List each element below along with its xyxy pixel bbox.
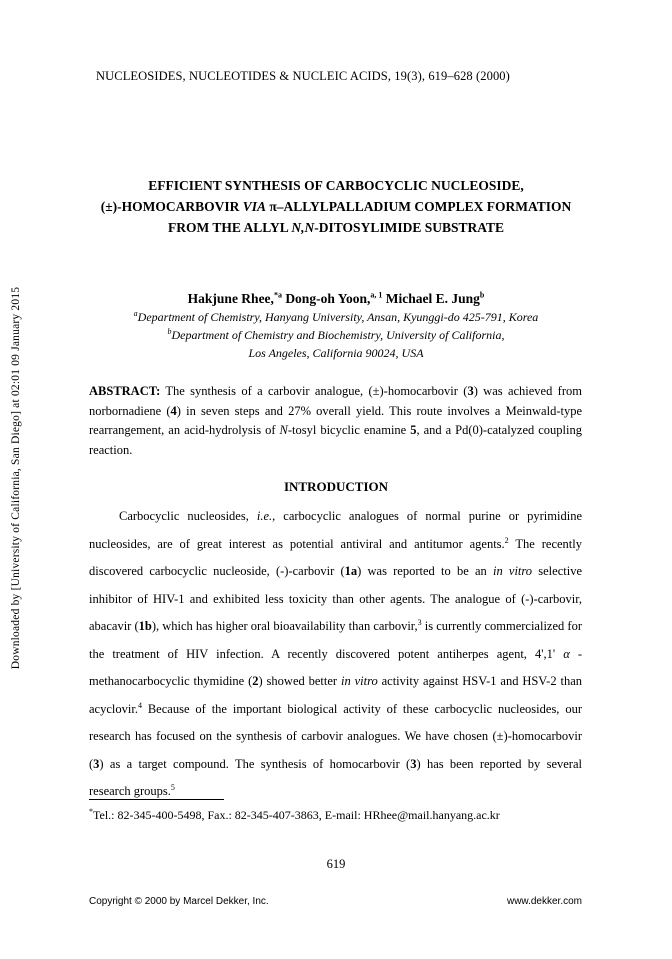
author-1: Hakjune Rhee, — [187, 291, 274, 306]
section-heading-introduction: INTRODUCTION — [283, 479, 388, 494]
footnote-divider — [89, 799, 224, 800]
abstract-label: ABSTRACT: — [89, 384, 161, 398]
introduction-paragraph: Carbocyclic nucleosides, i.e., carbocyclic analogues of normal purine or pyrimidine nucleosides, are of great interest as potential antiviral and antitumor agents.$^2$ The recently discovered carbocyclic nucleoside, (-)-carbovir (1a) was reported to be an in vitro selective inhibitor of HIV-1 and exhibited less toxicity than other agents. The analogue of (-)-carbovir, abacavir (1b), which has higher oral bioavailability than carbovir,$^3$ is currently commercialized for the treatment of HIV infection. A recently discovered potent antiherpes agent, 4',1' α -methanocarbocyclic thymidine (2) showed better in vitro activity against HSV-1 and HSV-2 than acyclovir.$^4$ Because of the important biological activity of these carbocyclic nucleosides, our research has focused on the synthesis of carbovir analogues. We have chosen (±)-homocarbovir (3) as a target compound. The synthesis of homocarbovir (3) has been reported by several research groups.$^5$ — [89, 509, 582, 798]
affiliation-b: $^b$Department of Chemistry and Biochemistry, University of California, — [167, 327, 505, 342]
publisher-url: www.dekker.com — [506, 896, 582, 907]
affiliation-a: $^a$Department of Chemistry, Hanyang University, Ansan, Kyunggi-do 425-791, Korea — [133, 309, 539, 324]
abstract: ABSTRACT: The synthesis of a carbovir analogue, (±)-homocarbovir (3) was achieved from norbornadiene (4) in seven steps and 27% overall yield. This route involves a Meinwald-type rearrangement, an acid-hydrolysis of N-tosyl bicyclic enamine 5, and a Pd(0)-catalyzed coupling reaction. — [89, 384, 583, 457]
title-line-1: EFFICIENT SYNTHESIS OF CARBOCYCLIC NUCLEOSIDE, — [148, 178, 524, 193]
affiliations — [60, 308, 612, 362]
title-line-3: FROM THE ALLYL N,N-DITOSYLIMIDE SUBSTRATE — [168, 220, 504, 235]
title-line-2: (±)-HOMOCARBOVIR VIA π–ALLYLPALLADIUM COMPLEX FORMATION — [100, 199, 572, 214]
copyright-notice: Copyright © 2000 by Marcel Dekker, Inc. — [89, 896, 269, 907]
page-number: 619 — [326, 857, 346, 871]
journal-header: NUCLEOSIDES, NUCLEOTIDES & NUCLEIC ACIDS, 19(3), 619–628 (2000) — [96, 69, 510, 83]
footnote-contact: Tel.: 82-345-400-5498, Fax.: 82-345-407-3863, E-mail: HRhee@mail.hanyang.ac.kr — [93, 808, 500, 822]
author-2: Dong-oh Yoon, — [281, 291, 371, 306]
author-3: Michael E. Jung — [382, 291, 480, 306]
footnote: *Tel.: 82-345-400-5498, Fax.: 82-345-407-3863, E-mail: HRhee@mail.hanyang.ac.kr — [89, 807, 500, 822]
author-list: Hakjune Rhee,$^{*a}$ Dong-oh Yoon,$^{a, 1}$ Michael E. Jung$^b$ — [187, 290, 485, 306]
affiliation-b-line-2: Los Angeles, California 90024, USA — [248, 346, 424, 360]
download-note: Downloaded by [University of California, San Diego] at 02:01 09 January 2015 — [10, 286, 22, 670]
paper-title — [60, 175, 612, 238]
download-watermark — [8, 268, 24, 688]
